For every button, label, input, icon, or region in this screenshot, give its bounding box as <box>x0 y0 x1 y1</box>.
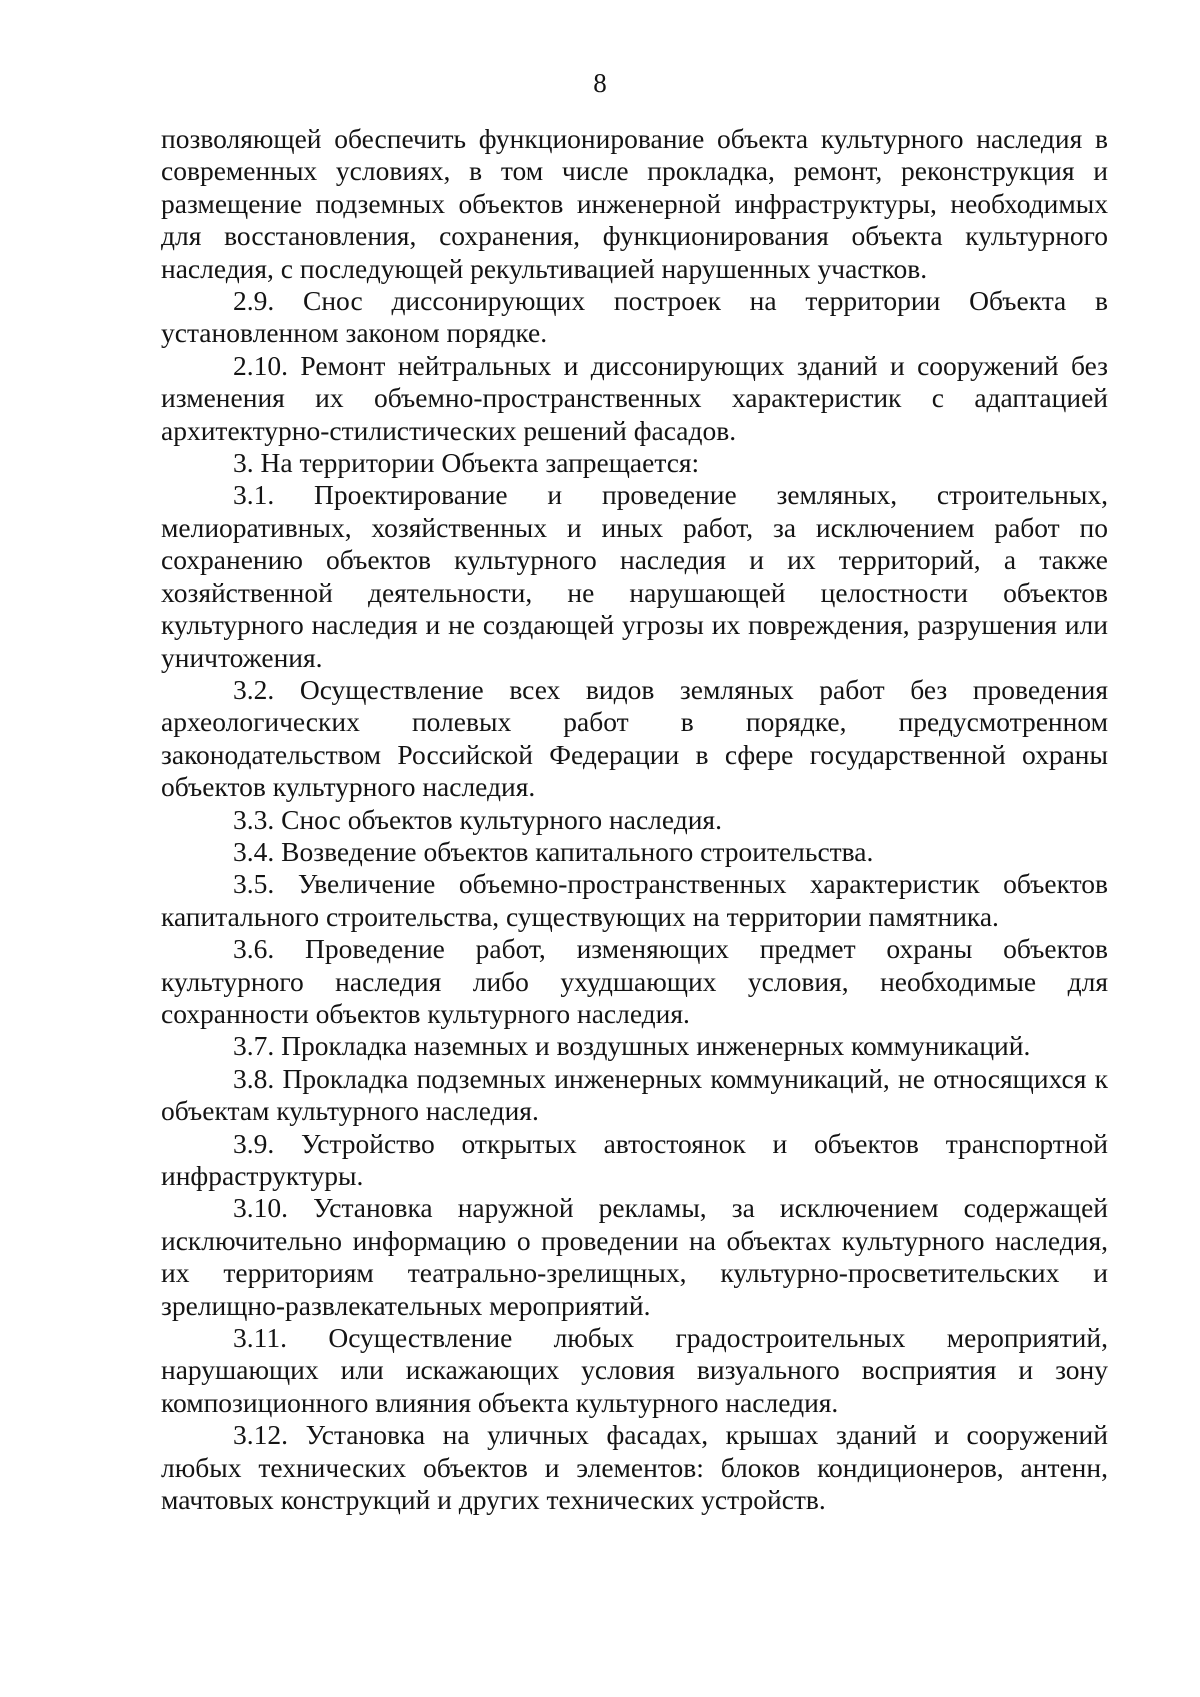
paragraph-2-9: 2.9. Снос диссонирующих построек на территории Объекта в установленном законом порядке. <box>161 285 1108 349</box>
paragraph-3-7: 3.7. Прокладка наземных и воздушных инженерных коммуникаций. <box>233 1030 1031 1062</box>
paragraph-3-2: 3.2. Осуществление всех видов земляных работ без проведения археологических полевых работ в порядке, предусмотренном законодательством Российской Федерации в сфере государственной охраны объектов культурного наследия. <box>161 673 1108 803</box>
paragraph-3: 3. На территории Объекта запрещается: <box>233 447 700 479</box>
paragraph-continuation: позволяющей обеспечить функционирование объекта культурного наследия в современных условиях, в том числе прокладка, ремонт, реконструкция и размещение подземных объектов инженерной инфраструктуры, необходимых для восстановления, сохранения, функционирования объекта культурного наследия, с последующей рекультивацией нарушенных участков. <box>161 123 1108 284</box>
paragraph-3-4: 3.4. Возведение объектов капитального строительства. <box>233 835 874 867</box>
paragraph-3-12: 3.12. Установка на уличных фасадах, крышах зданий и сооружений любых технических объектов и элементов: блоков кондиционеров, антенн, мачтовых конструкций и других технических устройств. <box>161 1419 1108 1516</box>
paragraph-2-10: 2.10. Ремонт нейтральных и диссонирующих зданий и сооружений без изменения их объемно-пространственных характеристик с адаптацией архитектурно-стилистических решений фасадов. <box>161 349 1108 446</box>
paragraph-3-10: 3.10. Установка наружной рекламы, за исключением содержащей исключительно информацию о проведении на объектах культурного наследия, их территориям театрально-зрелищных, культурно-просветительских и зрелищно-развлекательных мероприятий. <box>161 1192 1108 1321</box>
paragraph-3-3: 3.3. Снос объектов культурного наследия. <box>233 803 722 835</box>
document-body <box>161 123 1108 1516</box>
paragraph-3-6: 3.6. Проведение работ, изменяющих предмет охраны объектов культурного наследия либо ухудшающих условия, необходимые для сохранности объектов культурного наследия. <box>161 933 1108 1029</box>
paragraph-3-1: 3.1. Проектирование и проведение земляных, строительных, мелиоративных, хозяйственных и иных работ, за исключением работ по сохранению объектов культурного наследия и их территорий, а также хозяйственной деятельности, не нарушающей целостности объектов культурного наследия и не создающей угрозы их повреждения, разрушения или уничтожения. <box>161 479 1108 673</box>
paragraph-3-11: 3.11. Осуществление любых градостроительных мероприятий, нарушающих или искажающих условия визуального восприятия и зону композиционного влияния объекта культурного наследия. <box>161 1322 1108 1418</box>
paragraph-3-5: 3.5. Увеличение объемно-пространственных характеристик объектов капитального строительства, существующих на территории памятника. <box>161 868 1108 932</box>
page-number: 8 <box>593 68 607 98</box>
paragraph-3-9: 3.9. Устройство открытых автостоянок и объектов транспортной инфраструктуры. <box>161 1127 1108 1191</box>
paragraph-3-8: 3.8. Прокладка подземных инженерных коммуникаций, не относящихся к объектам культурного наследия. <box>161 1062 1108 1127</box>
